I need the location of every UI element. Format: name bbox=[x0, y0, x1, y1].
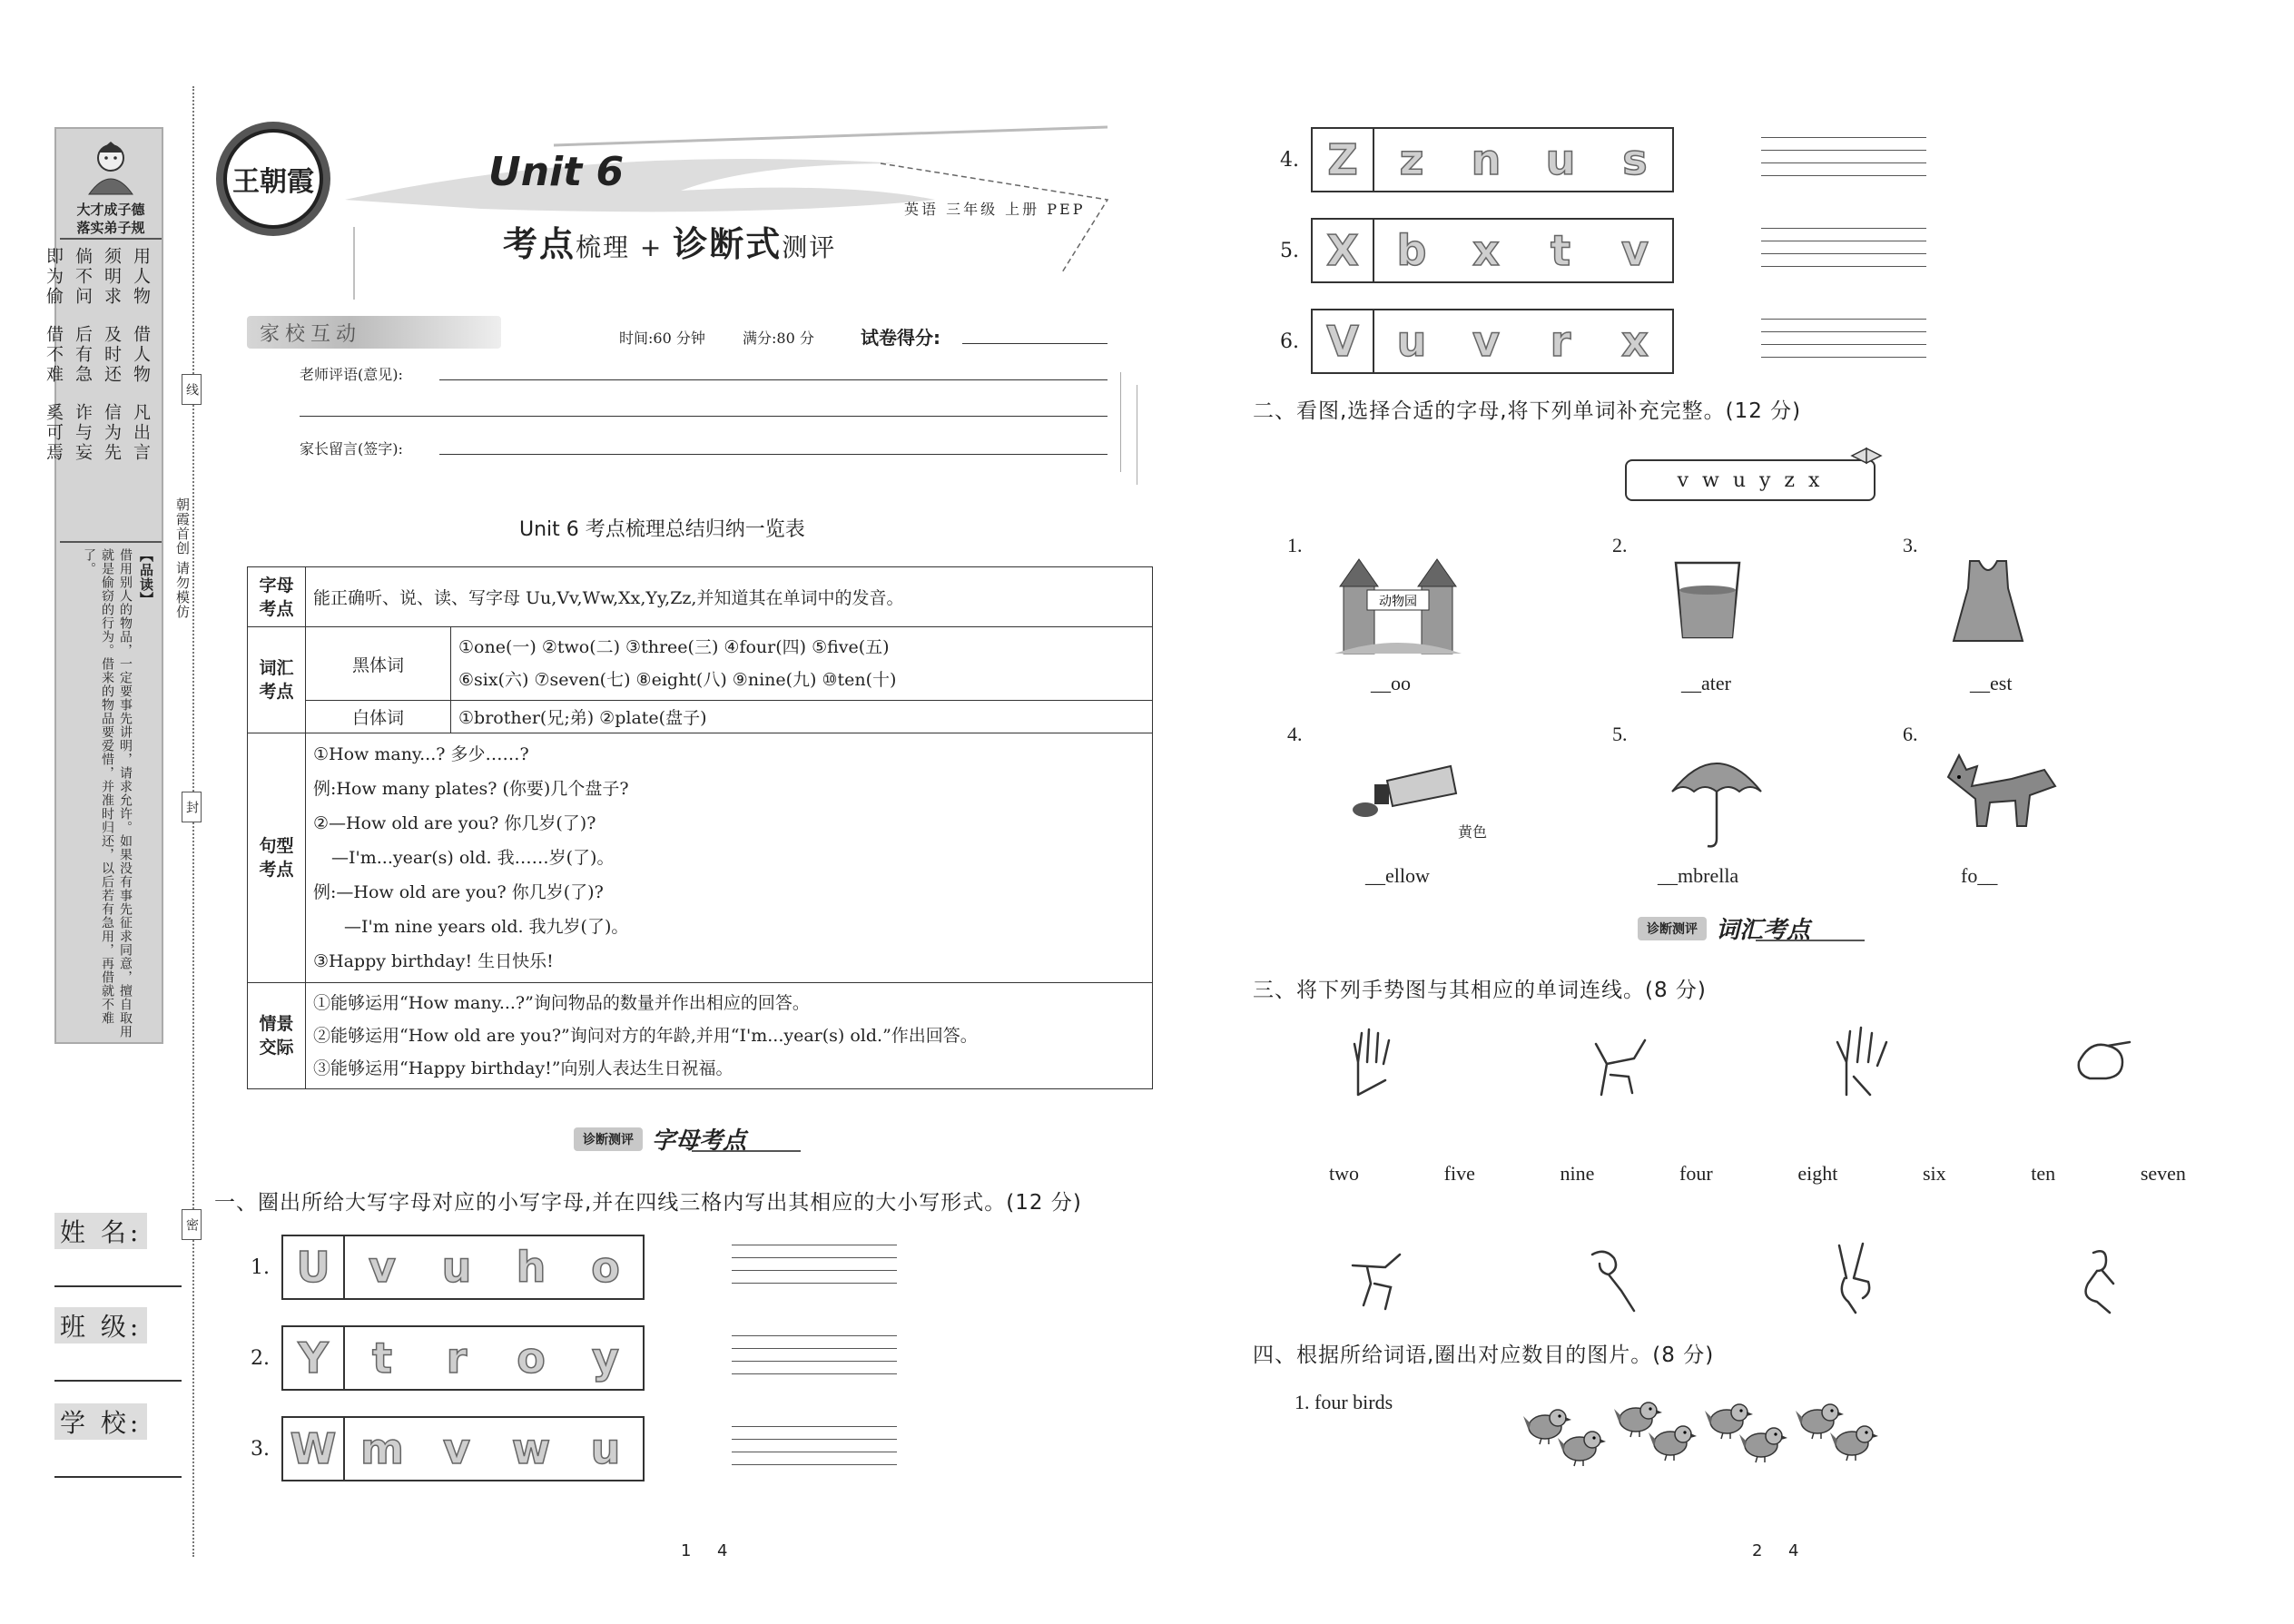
lowercase-option[interactable] bbox=[1449, 310, 1523, 372]
school-line[interactable] bbox=[54, 1476, 182, 1478]
letter-glyph: X bbox=[1326, 226, 1359, 275]
table-row bbox=[248, 733, 1153, 983]
options-box bbox=[1625, 459, 1876, 501]
letter-glyph: v bbox=[443, 1424, 470, 1473]
lowercase-option[interactable] bbox=[568, 1236, 643, 1298]
scene-category: 情景交际 bbox=[248, 983, 306, 1089]
pattern-line: ①How many...? 多少……? bbox=[313, 744, 529, 764]
summary-title: Unit 6 考点梳理总结归纳一览表 bbox=[519, 518, 805, 541]
divider bbox=[60, 541, 162, 543]
page-number-left: 1 4 bbox=[681, 1541, 728, 1560]
cut-note: 朝霞首创 请勿模仿 bbox=[174, 497, 191, 619]
letter-glyph: n bbox=[1471, 135, 1501, 184]
letter-glyph: U bbox=[296, 1243, 330, 1292]
cut-mark: 线 bbox=[182, 374, 202, 405]
match-word[interactable]: six bbox=[1922, 1162, 1946, 1185]
zoo-picture bbox=[1334, 550, 1462, 659]
letter-box bbox=[1311, 309, 1674, 374]
patterns bbox=[306, 733, 1153, 983]
writing-line bbox=[1761, 319, 1926, 320]
bow-icon bbox=[1848, 443, 1885, 470]
scholar-portrait-icon bbox=[82, 136, 140, 196]
q2-caption: __oo bbox=[1371, 672, 1411, 694]
lowercase-option[interactable] bbox=[1598, 129, 1672, 191]
letters-category: 字母考点 bbox=[248, 567, 306, 627]
writing-lines[interactable] bbox=[1761, 137, 1926, 182]
writing-line bbox=[732, 1283, 897, 1284]
writing-line bbox=[1761, 253, 1926, 254]
pattern-line: —I'm nine years old. 我九岁(了)。 bbox=[344, 917, 629, 937]
teacher-line-2[interactable] bbox=[300, 416, 1108, 417]
letter-glyph: w bbox=[511, 1424, 551, 1473]
diag-tag: 诊断测评 bbox=[574, 1127, 643, 1151]
q4-item: 1. four birds bbox=[1295, 1391, 1393, 1413]
table-row bbox=[248, 567, 1153, 627]
lowercase-option[interactable] bbox=[1449, 129, 1523, 191]
teacher-label: 老师评语(意见): bbox=[300, 366, 403, 383]
letter-glyph: r bbox=[446, 1334, 468, 1383]
letter-glyph: Y bbox=[298, 1334, 329, 1383]
reading-text: 借用别人的物品，一定要事先讲明，请求允许。如果没有事先征求同意，擅自取用就是偷窃的行为。借来的物品要爱惜，并准时归还，以后若有急用，再借就不难了。 bbox=[82, 548, 133, 1038]
lowercase-option[interactable] bbox=[419, 1236, 494, 1298]
writing-line bbox=[732, 1361, 897, 1362]
lowercase-option[interactable] bbox=[1374, 310, 1449, 372]
uppercase-letter bbox=[283, 1327, 345, 1389]
match-word[interactable]: seven bbox=[2140, 1162, 2186, 1185]
writing-line bbox=[732, 1373, 897, 1374]
name-field[interactable] bbox=[54, 1213, 182, 1287]
parent-label: 家长留言(签字): bbox=[300, 440, 403, 458]
divider bbox=[60, 238, 162, 240]
teacher-line[interactable] bbox=[439, 379, 1108, 380]
uppercase-letter bbox=[283, 1236, 345, 1298]
lowercase-option[interactable] bbox=[1374, 129, 1449, 191]
writing-line bbox=[1761, 228, 1926, 229]
row-number: 6. bbox=[1280, 330, 1299, 353]
q2-caption: __mbrella bbox=[1658, 864, 1739, 887]
hand-gesture-icon[interactable] bbox=[1834, 1026, 1894, 1098]
letter-glyph: u bbox=[441, 1243, 472, 1292]
class-label: 班 级: bbox=[54, 1307, 147, 1343]
match-word[interactable]: five bbox=[1443, 1162, 1475, 1185]
proverb-col: 诈与妄 bbox=[73, 403, 93, 463]
writing-line bbox=[1761, 357, 1926, 358]
lowercase-option[interactable] bbox=[494, 1418, 568, 1480]
letter-glyph: r bbox=[1550, 317, 1571, 366]
letter-glyph: u bbox=[1545, 135, 1576, 184]
writing-line bbox=[732, 1335, 897, 1336]
class-field[interactable] bbox=[54, 1307, 182, 1382]
lowercase-option[interactable] bbox=[1598, 310, 1672, 372]
writing-lines[interactable] bbox=[1761, 228, 1926, 273]
letter-glyph: y bbox=[592, 1334, 619, 1383]
pattern-line: —I'm...year(s) old. 我……岁(了)。 bbox=[331, 848, 615, 868]
options-text: v w u y z x bbox=[1677, 468, 1824, 492]
letter-glyph: h bbox=[516, 1243, 546, 1292]
pattern-line: ②—How old are you? 你几岁(了)? bbox=[313, 813, 596, 833]
table-row bbox=[248, 983, 1153, 1089]
reading-label: 【品读】 bbox=[138, 548, 154, 606]
q2-num: 1. bbox=[1287, 534, 1303, 556]
bird-icon[interactable] bbox=[1738, 1423, 1788, 1463]
q2-caption: fo__ bbox=[1961, 864, 1998, 887]
letter-box bbox=[281, 1325, 645, 1391]
q2-num: 3. bbox=[1903, 534, 1918, 556]
pattern-line: 例:How many plates? (你要)几个盘子? bbox=[313, 779, 629, 799]
umbrella-picture bbox=[1667, 741, 1767, 850]
bird-group[interactable] bbox=[1521, 1393, 1890, 1467]
letter-glyph: t bbox=[372, 1334, 392, 1383]
lowercase-option[interactable] bbox=[1374, 220, 1449, 281]
proverb-columns bbox=[42, 247, 153, 307]
vocab-category: 词汇考点 bbox=[248, 627, 306, 733]
proverb-col: 倘不问 bbox=[73, 247, 93, 307]
vest-picture bbox=[1952, 557, 2024, 648]
diag-banner-letters bbox=[574, 1122, 801, 1156]
scene-line: ③能够运用“Happy birthday!”向别人表达生日祝福。 bbox=[313, 1058, 733, 1078]
brand-logo bbox=[223, 129, 323, 229]
diag-tag: 诊断测评 bbox=[1638, 917, 1707, 940]
q2-num: 2. bbox=[1612, 534, 1628, 556]
sidebar-panel bbox=[44, 127, 163, 1044]
letter-glyph: z bbox=[1399, 135, 1424, 184]
diag-label: 字母考点 bbox=[652, 1127, 747, 1155]
paint-tube-picture bbox=[1351, 763, 1460, 826]
motto-bottom: 落实弟子规 bbox=[76, 220, 145, 236]
bold-words-line: ⑥six(六) ⑦seven(七) ⑧eight(八) ⑨nine(九) ⑩ten(十) bbox=[458, 670, 897, 690]
letter-glyph: u bbox=[590, 1424, 621, 1473]
q1-rows-right bbox=[1280, 127, 1926, 374]
letter-glyph: v bbox=[369, 1243, 396, 1292]
match-word[interactable]: eight bbox=[1797, 1162, 1838, 1185]
pattern-line: 例:—How old are you? 你几岁(了)? bbox=[313, 882, 604, 902]
writing-lines[interactable] bbox=[732, 1245, 897, 1290]
letter-glyph: u bbox=[1396, 317, 1427, 366]
letter-glyph: s bbox=[1622, 135, 1648, 184]
proverb-col: 借不难 bbox=[44, 325, 64, 385]
table-row bbox=[248, 701, 1153, 733]
q4-title: 四、根据所给词语,圈出对应数目的图片。(8 分) bbox=[1253, 1343, 1715, 1367]
hand-gesture-icon[interactable] bbox=[1349, 1026, 1400, 1098]
writing-line bbox=[1761, 162, 1926, 163]
row-number: 5. bbox=[1280, 239, 1299, 262]
letter-glyph: V bbox=[1326, 317, 1359, 366]
hand-gesture-icon[interactable] bbox=[1832, 1242, 1886, 1314]
fox-picture bbox=[1939, 750, 2057, 832]
letter-box bbox=[281, 1416, 645, 1481]
sub-title-d: 测评 bbox=[782, 232, 837, 262]
full-score-text: 满分:80 分 bbox=[743, 330, 814, 347]
name-line[interactable] bbox=[54, 1285, 182, 1287]
writing-line bbox=[1761, 266, 1926, 267]
arrow-icon bbox=[1756, 940, 1865, 941]
proverb-col: 信为先 bbox=[102, 403, 122, 463]
school-field[interactable] bbox=[54, 1403, 182, 1478]
sub-title bbox=[503, 216, 836, 266]
lowercase-option[interactable] bbox=[419, 1327, 494, 1389]
lowercase-option[interactable] bbox=[1523, 129, 1598, 191]
water-glass-picture bbox=[1667, 554, 1748, 645]
letter-glyph: x bbox=[1472, 226, 1500, 275]
bird-icon[interactable] bbox=[1828, 1422, 1879, 1462]
writing-lines[interactable] bbox=[732, 1335, 897, 1381]
q2-num: 4. bbox=[1287, 723, 1303, 745]
proverb-col: 借人物 bbox=[131, 325, 151, 385]
letter-box bbox=[1311, 218, 1674, 283]
lowercase-option[interactable] bbox=[419, 1418, 494, 1480]
proverb-col: 须明求 bbox=[102, 247, 122, 307]
writing-line bbox=[732, 1439, 897, 1440]
parent-line[interactable] bbox=[439, 454, 1108, 455]
letter-glyph: W bbox=[290, 1424, 337, 1473]
writing-line bbox=[732, 1257, 897, 1258]
hand-gesture-icon[interactable] bbox=[1349, 1247, 1403, 1311]
bold-words-line: ①one(一) ②two(二) ③three(三) ④four(四) ⑤five(五) bbox=[458, 637, 890, 657]
writing-line bbox=[732, 1464, 897, 1465]
proverb-col: 及时还 bbox=[102, 325, 122, 385]
scenes bbox=[306, 983, 1153, 1089]
writing-line bbox=[732, 1426, 897, 1427]
lowercase-option[interactable] bbox=[1598, 220, 1672, 281]
hand-gesture-icon[interactable] bbox=[2072, 1035, 2135, 1089]
writing-lines[interactable] bbox=[732, 1426, 897, 1471]
letter-glyph: m bbox=[360, 1424, 404, 1473]
pattern-category: 句型考点 bbox=[248, 733, 306, 983]
score-label: 试卷得分: bbox=[861, 327, 940, 349]
bold-words-label: 黑体词 bbox=[306, 627, 451, 701]
uppercase-letter bbox=[1313, 129, 1374, 191]
letter-glyph: Z bbox=[1327, 135, 1358, 184]
letter-glyph: t bbox=[1551, 226, 1570, 275]
proverb-col: 即为偷 bbox=[44, 247, 64, 307]
proverb-col: 后有急 bbox=[73, 325, 93, 385]
writing-line bbox=[732, 1270, 897, 1271]
q2-num: 5. bbox=[1612, 723, 1628, 745]
logo-text: 王朝霞 bbox=[232, 166, 314, 198]
pattern-line: ③Happy birthday! 生日快乐! bbox=[313, 951, 554, 971]
hand-gesture-icon[interactable] bbox=[1589, 1028, 1649, 1097]
letters-text: 能正确听、说、读、写字母 Uu,Vv,Ww,Xx,Yy,Zz,并知道其在单词中的发音。 bbox=[306, 567, 1153, 627]
q3-words bbox=[1329, 1162, 2186, 1186]
letter-glyph: o bbox=[517, 1334, 546, 1383]
letter-glyph: b bbox=[1396, 226, 1427, 275]
name-label: 姓 名: bbox=[54, 1213, 147, 1249]
home-school-banner: 家校互动 bbox=[247, 316, 501, 349]
uppercase-letter bbox=[1313, 310, 1374, 372]
plain-words-label: 白体词 bbox=[306, 701, 451, 733]
plain-words: ①brother(兄;弟) ②plate(盘子) bbox=[451, 701, 1153, 733]
divider bbox=[1120, 372, 1121, 472]
uppercase-letter bbox=[1313, 220, 1374, 281]
diag-label: 词汇考点 bbox=[1716, 917, 1811, 944]
school-label: 学 校: bbox=[54, 1403, 147, 1440]
scene-line: ①能够运用“How many...?”询问物品的数量并作出相应的回答。 bbox=[313, 993, 810, 1013]
score-line[interactable] bbox=[962, 343, 1108, 344]
hand-gesture-icon[interactable] bbox=[1587, 1245, 1647, 1314]
bird-icon[interactable] bbox=[1556, 1427, 1607, 1467]
q2-caption: __ater bbox=[1681, 672, 1731, 694]
writing-line bbox=[1761, 344, 1926, 345]
lowercase-option[interactable] bbox=[345, 1418, 419, 1480]
letter-row bbox=[251, 1416, 897, 1481]
sub-title-b: 梳理 + bbox=[576, 232, 674, 262]
letter-row bbox=[1280, 309, 1926, 374]
lowercase-option[interactable] bbox=[1523, 220, 1598, 281]
arrow-icon bbox=[692, 1150, 801, 1152]
q3-title: 三、将下列手势图与其相应的单词连线。(8 分) bbox=[1253, 979, 1707, 1002]
lowercase-option[interactable] bbox=[345, 1236, 419, 1298]
proverb-col: 用人物 bbox=[131, 247, 151, 307]
class-line[interactable] bbox=[54, 1380, 182, 1382]
lowercase-option[interactable] bbox=[494, 1327, 568, 1389]
time-text: 时间:60 分钟 bbox=[619, 330, 705, 347]
unit-title: Unit 6 bbox=[488, 149, 625, 195]
letter-glyph: o bbox=[591, 1243, 620, 1292]
yellow-note: 黄色 bbox=[1458, 823, 1488, 841]
writing-line bbox=[1761, 331, 1926, 332]
bold-words bbox=[451, 627, 1153, 701]
writing-line bbox=[1761, 150, 1926, 151]
cut-mark: 密 bbox=[182, 1209, 202, 1240]
table-row bbox=[248, 627, 1153, 701]
q1-rows-left bbox=[251, 1235, 897, 1481]
lowercase-option[interactable] bbox=[568, 1327, 643, 1389]
writing-lines[interactable] bbox=[1761, 319, 1926, 364]
uppercase-letter bbox=[283, 1418, 345, 1480]
letter-glyph: x bbox=[1621, 317, 1649, 366]
diag-banner-vocab bbox=[1638, 911, 1865, 945]
writing-line bbox=[732, 1348, 897, 1349]
scene-line: ②能够运用“How old are you?”询问对方的年龄,并用“I'm...year(s) old.”作出回答。 bbox=[313, 1026, 978, 1046]
letter-row bbox=[1280, 218, 1926, 283]
match-word[interactable]: two bbox=[1329, 1162, 1359, 1185]
letter-glyph: v bbox=[1621, 226, 1649, 275]
lowercase-option[interactable] bbox=[494, 1236, 568, 1298]
writing-line bbox=[1761, 137, 1926, 138]
motto-top: 大才成子德 bbox=[76, 202, 145, 218]
page-number-right: 2 4 bbox=[1752, 1541, 1799, 1560]
sub-title-c: 诊断式 bbox=[673, 224, 783, 264]
lowercase-option[interactable] bbox=[1449, 220, 1523, 281]
bird-icon[interactable] bbox=[1647, 1422, 1698, 1462]
match-word[interactable]: ten bbox=[2031, 1162, 2056, 1185]
q2-num: 6. bbox=[1903, 723, 1918, 745]
q2-caption: __est bbox=[1970, 672, 2013, 694]
cut-mark: 封 bbox=[182, 792, 202, 822]
q1-title: 一、圈出所给大写字母对应的小写字母,并在四线三格内写出其相应的大小写形式。(12 分) bbox=[214, 1191, 1082, 1215]
letter-glyph: v bbox=[1472, 317, 1500, 366]
lowercase-option[interactable] bbox=[1523, 310, 1598, 372]
row-number: 2. bbox=[251, 1346, 270, 1370]
match-word[interactable]: four bbox=[1679, 1162, 1713, 1185]
sub-title-a: 考点 bbox=[503, 224, 576, 264]
lowercase-option[interactable] bbox=[345, 1327, 419, 1389]
letter-box bbox=[1311, 127, 1674, 192]
letter-box bbox=[281, 1235, 645, 1300]
letter-row bbox=[251, 1325, 897, 1391]
proverb-col: 凡出言 bbox=[131, 403, 151, 463]
hand-gesture-icon[interactable] bbox=[2070, 1244, 2128, 1316]
proverb-columns bbox=[42, 325, 153, 385]
grade-tag: 英语 三年级 上册 PEP bbox=[904, 201, 1086, 218]
writing-line bbox=[1761, 175, 1926, 176]
letter-row bbox=[1280, 127, 1926, 192]
zoo-sign: 动物园 bbox=[1379, 595, 1417, 609]
letter-row bbox=[251, 1235, 897, 1300]
q2-caption: __ellow bbox=[1365, 864, 1430, 887]
row-number: 1. bbox=[251, 1255, 270, 1279]
proverb-columns bbox=[42, 403, 153, 463]
lowercase-option[interactable] bbox=[568, 1418, 643, 1480]
q2-title: 二、看图,选择合适的字母,将下列单词补充完整。(12 分) bbox=[1253, 399, 1802, 423]
row-number: 3. bbox=[251, 1437, 270, 1461]
row-number: 4. bbox=[1280, 148, 1299, 172]
summary-table bbox=[247, 566, 1153, 1089]
match-word[interactable]: nine bbox=[1560, 1162, 1595, 1185]
proverb-col: 奚可焉 bbox=[44, 403, 64, 463]
